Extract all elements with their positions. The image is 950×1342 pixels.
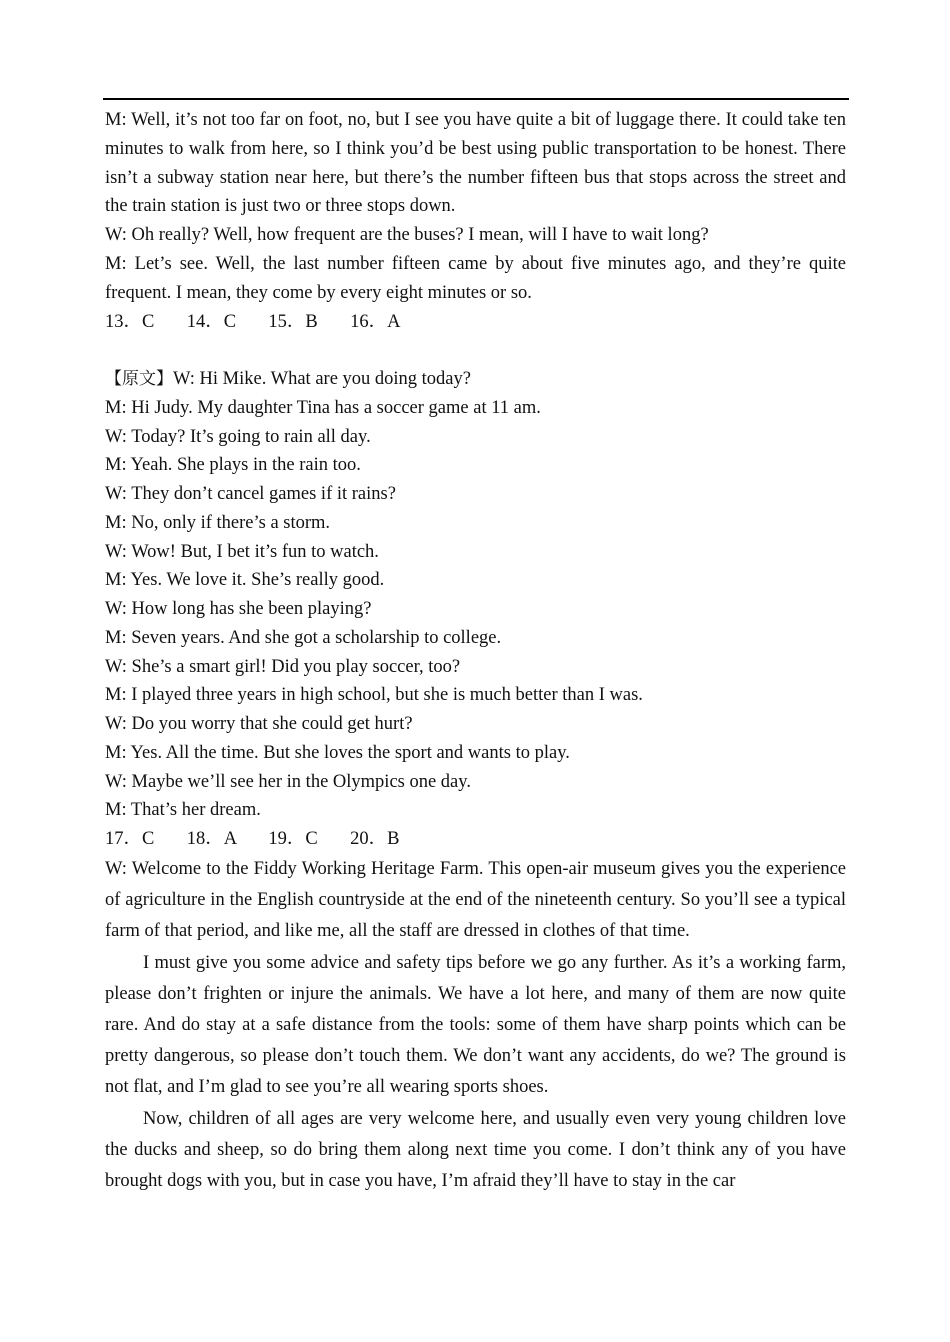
passage-1-paragraph: M: Well, it’s not too far on foot, no, but I see you have quite a bit of luggage there. It could take ten minutes to walk from here, so I think you’d be best using public transportation to be honest. There isn’t a subway station near here, but there’s the number fifteen bus that stops across the street and the train station is just two or three stops down. — [105, 110, 846, 217]
monologue-paragraph: Now, children of all ages are very welcome here, and usually even very young children love the ducks and sheep, so do bring them along next time you come. I don’t think any of you have brought dogs with you, but in case you have, I’m afraid they’ll have to stay in the car — [105, 1108, 846, 1191]
monologue-transcript — [105, 854, 846, 1197]
passage-1 — [105, 106, 846, 308]
answer-key-13-16: 13．C 14．C 15．B 16．A — [105, 311, 401, 332]
dialog-line: W: Wow! But, I bet it’s fun to watch. — [105, 541, 379, 562]
dialog-line: M: Yes. We love it. She’s really good. — [105, 570, 385, 591]
dialog-line: W: Maybe we’ll see her in the Olympics one day. — [105, 771, 471, 792]
dialog-transcript — [105, 365, 846, 825]
dialog-line: W: How long has she been playing? — [105, 599, 372, 620]
document-page — [105, 106, 846, 1197]
dialog-line: M: That’s her dream. — [105, 800, 261, 821]
dialog-line: W: She’s a smart girl! Did you play soccer, too? — [105, 656, 461, 677]
monologue-paragraph: I must give you some advice and safety tips before we go any further. As it’s a working farm, please don’t frighten or injure the animals. We have a lot here, and many of them are now quite rare. And do stay at a safe distance from the tools: some of them have sharp points which can be pretty dangerous, so please don’t touch them. We don’t want any accidents, do we? The ground is not flat, and I’m glad to see you’re all wearing sports shoes. — [105, 952, 846, 1098]
passage-1-paragraph: W: Oh really? Well, how frequent are the buses? I mean, will I have to wait long? — [105, 225, 709, 246]
dialog-line-text: W: Hi Mike. What are you doing today? — [173, 369, 471, 390]
dialog-line: M: Seven years. And she got a scholarship to college. — [105, 627, 502, 648]
dialog-line: W: They don’t cancel games if it rains? — [105, 484, 396, 505]
dialog-line: M: I played three years in high school, but she is much better than I was. — [105, 685, 643, 706]
blank-line — [105, 336, 846, 365]
dialog-line — [105, 365, 846, 394]
passage-1-paragraph: M: Let’s see. Well, the last number fifteen came by about five minutes ago, and they’re quite frequent. I mean, they come by every eight minutes or so. — [105, 253, 846, 303]
dialog-line: M: No, only if there’s a storm. — [105, 512, 331, 533]
dialog-line: M: Hi Judy. My daughter Tina has a soccer game at 11 am. — [105, 397, 541, 418]
header-rule — [103, 98, 849, 100]
dialog-line: W: Do you worry that she could get hurt? — [105, 714, 413, 735]
dialog-line: M: Yes. All the time. But she loves the sport and wants to play. — [105, 742, 570, 763]
dialog-line: W: Today? It’s going to rain all day. — [105, 426, 371, 447]
monologue-paragraph: W: Welcome to the Fiddy Working Heritage Farm. This open-air museum gives you the experience of agriculture in the English countryside at the end of the nineteenth century. So you’ll see a typical farm of that period, and like me, all the staff are dressed in clothes of that time. — [105, 858, 846, 942]
source-tag: 【原文】 — [105, 369, 173, 390]
answer-key-17-20: 17．C 18．A 19．C 20．B — [105, 829, 400, 850]
dialog-line: M: Yeah. She plays in the rain too. — [105, 455, 361, 476]
